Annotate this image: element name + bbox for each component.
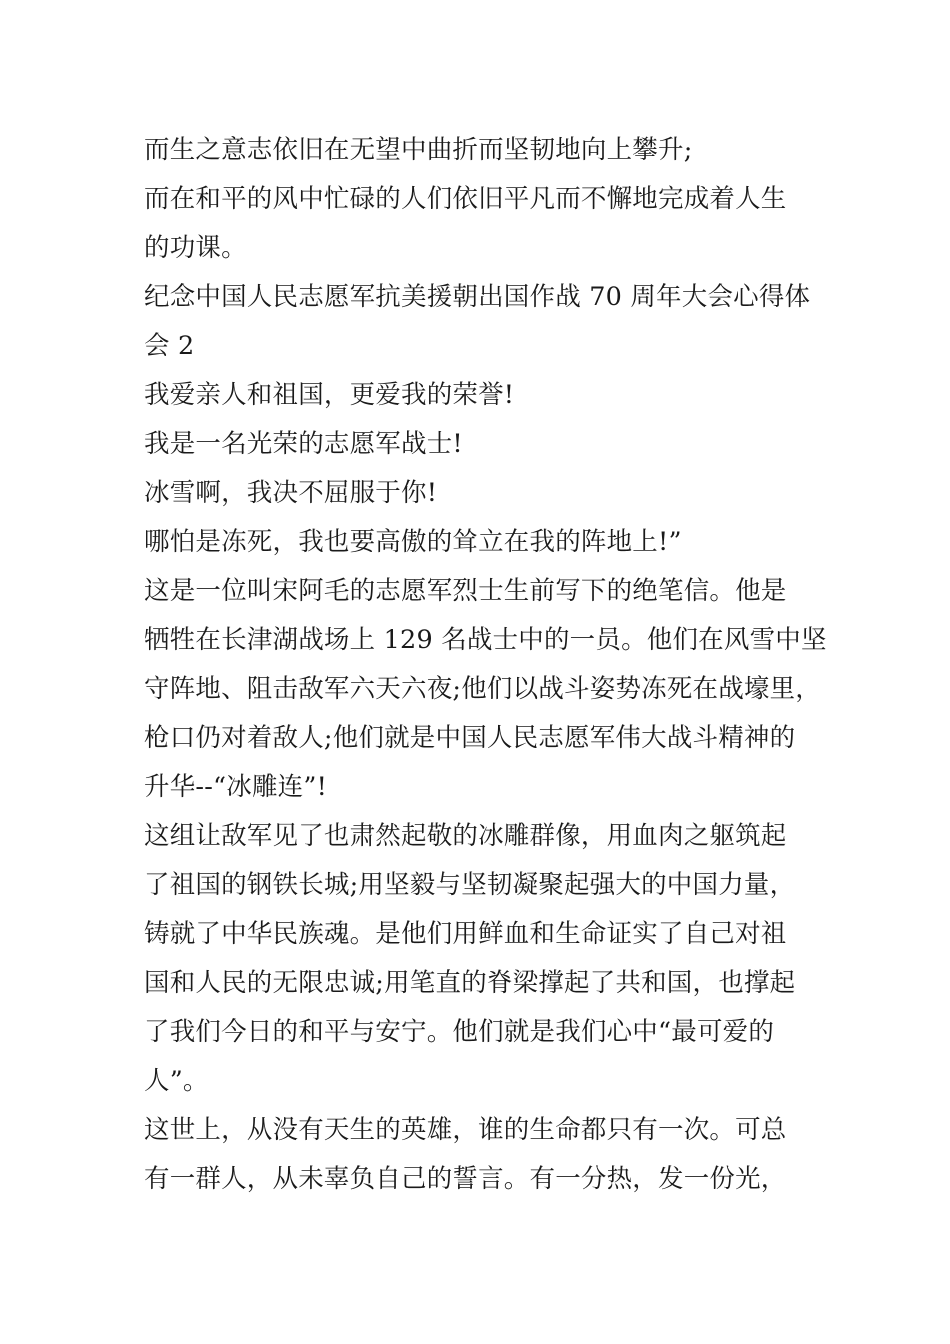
section-heading-line: 纪念中国人民志愿军抗美援朝出国作战 70 周年大会心得体 bbox=[144, 282, 811, 312]
text-line: 有一群人，从未辜负自己的誓言。有一分热，发一份光， bbox=[144, 1164, 787, 1194]
text-line: 而在和平的风中忙碌的人们依旧平凡而不懈地完成着人生 bbox=[144, 184, 787, 214]
text-line: 我爱亲人和祖国，更爱我的荣誉! bbox=[144, 380, 515, 410]
text-line: 这是一位叫宋阿毛的志愿军烈士生前写下的绝笔信。他是 bbox=[144, 576, 787, 606]
text-line: 铸就了中华民族魂。是他们用鲜血和生命证实了自己对祖 bbox=[144, 919, 787, 949]
text-line: 冰雪啊，我决不屈服于你! bbox=[144, 478, 438, 508]
text-line: 这组让敌军见了也肃然起敬的冰雕群像，用血肉之躯筑起 bbox=[144, 821, 787, 851]
document-body bbox=[144, 126, 834, 1204]
text-line: 了祖国的钢铁长城;用坚毅与坚韧凝聚起强大的中国力量， bbox=[144, 870, 796, 900]
text-line: 而生之意志依旧在无望中曲折而坚韧地向上攀升; bbox=[144, 135, 693, 165]
text-line: 牺牲在长津湖战场上 129 名战士中的一员。他们在风雪中坚 bbox=[144, 625, 827, 655]
text-line: 升华--“冰雕连”! bbox=[144, 772, 328, 802]
text-line: 的功课。 bbox=[144, 233, 247, 263]
text-line: 我是一名光荣的志愿军战士! bbox=[144, 429, 463, 459]
text-line: 人”。 bbox=[144, 1066, 209, 1096]
text-line: 这世上，从没有天生的英雄，谁的生命都只有一次。可总 bbox=[144, 1115, 787, 1145]
text-line: 了我们今日的和平与安宁。他们就是我们心中“最可爱的 bbox=[144, 1017, 775, 1047]
text-line: 守阵地、阻击敌军六天六夜;他们以战斗姿势冻死在战壕里， bbox=[144, 674, 821, 704]
section-heading-line: 会 2 bbox=[144, 331, 195, 361]
text-line: 枪口仍对着敌人;他们就是中国人民志愿军伟大战斗精神的 bbox=[144, 723, 796, 753]
text-line: 国和人民的无限忠诚;用笔直的脊梁撑起了共和国，也撑起 bbox=[144, 968, 796, 998]
text-line: 哪怕是冻死，我也要高傲的耸立在我的阵地上!” bbox=[144, 527, 682, 557]
